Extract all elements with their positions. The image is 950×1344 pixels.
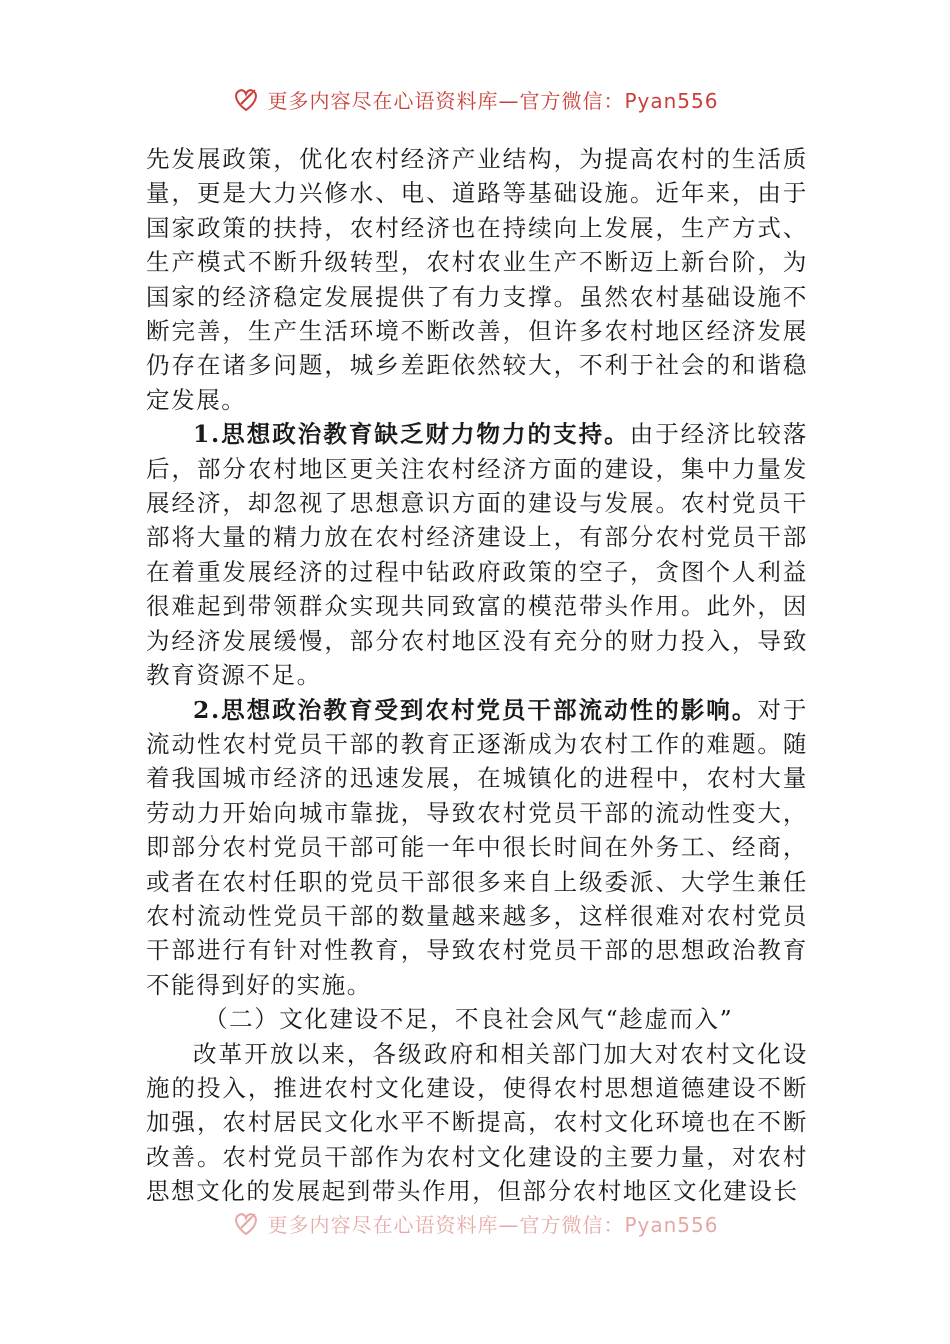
intro-paragraph: 先发展政策，优化农村经济产业结构，为提高农村的生活质量，更是大力兴修水、电、道路等基础设施。近年来，由于国家政策的扶持，农村经济也在持续向上发展，生产方式、生产模式不断升级转型，农村农业生产不断迈上新台阶，为国家的经济稳定发展提供了有力支撑。虽然农村基础设施不断完善，生产生活环境不断改善，但许多农村地区经济发展仍存在诸多问题，城乡差距依然较大，不利于社会的和谐稳定发展。 bbox=[146, 145, 808, 414]
footer-watermark bbox=[0, 1208, 950, 1238]
document-body bbox=[146, 142, 808, 1209]
watermark-text: 更多内容尽在心语资料库—官方微信：Pyan556 bbox=[267, 88, 719, 113]
watermark-text: 更多内容尽在心语资料库—官方微信：Pyan556 bbox=[267, 1212, 719, 1237]
point2-paragraph bbox=[146, 693, 808, 1003]
point1-paragraph bbox=[146, 417, 808, 692]
heart-pen-logo-icon bbox=[231, 1208, 261, 1238]
point2-text: 对于流动性农村党员干部的教育正逐渐成为农村工作的难题。随着我国城市经济的迅速发展，在城镇化的进程中，农村大量劳动力开始向城市靠拢，导致农村党员干部的流动性变大，即部分农村党员干部可能一年中很长时间在外务工、经商，或者在农村任职的党员干部很多来自上级委派、大学生兼任农村流动性党员干部的数量越来越多，这样很难对农村党员干部进行有针对性教育，导致农村党员干部的思想政治教育不能得到好的实施。 bbox=[146, 695, 808, 999]
heart-pen-logo-icon bbox=[231, 84, 261, 114]
point1-heading: 1.思想政治教育缺乏财力物力的支持。 bbox=[193, 420, 630, 449]
section-heading: （二）文化建设不足，不良社会风气“趁虚而入” bbox=[204, 1005, 734, 1034]
point2-heading: 2.思想政治教育受到农村党员干部流动性的影响。 bbox=[193, 695, 758, 724]
point1-text: 由于经济比较落后，部分农村地区更关注农村经济方面的建设，集中力量发展经济，却忽视了思想意识方面的建设与发展。农村党员干部将大量的精力放在农村经济建设上，有部分农村党员干部在着重发展经济的过程中钻政府政策的空子，贪图个人利益很难起到带领群众实现共同致富的模范带头作用。此外，因为经济发展缓慢，部分农村地区没有充分的财力投入，导致教育资源不足。 bbox=[146, 420, 808, 690]
closing-paragraph: 改革开放以来，各级政府和相关部门加大对农村文化设施的投入，推进农村文化建设，使得农村思想道德建设不断加强，农村居民文化水平不断提高，农村文化环境也在不断改善。农村党员干部作为农村文化建设的主要力量，对农村思想文化的发展起到带头作用，但部分农村地区文化建设长 bbox=[146, 1039, 808, 1206]
header-watermark bbox=[0, 84, 950, 114]
